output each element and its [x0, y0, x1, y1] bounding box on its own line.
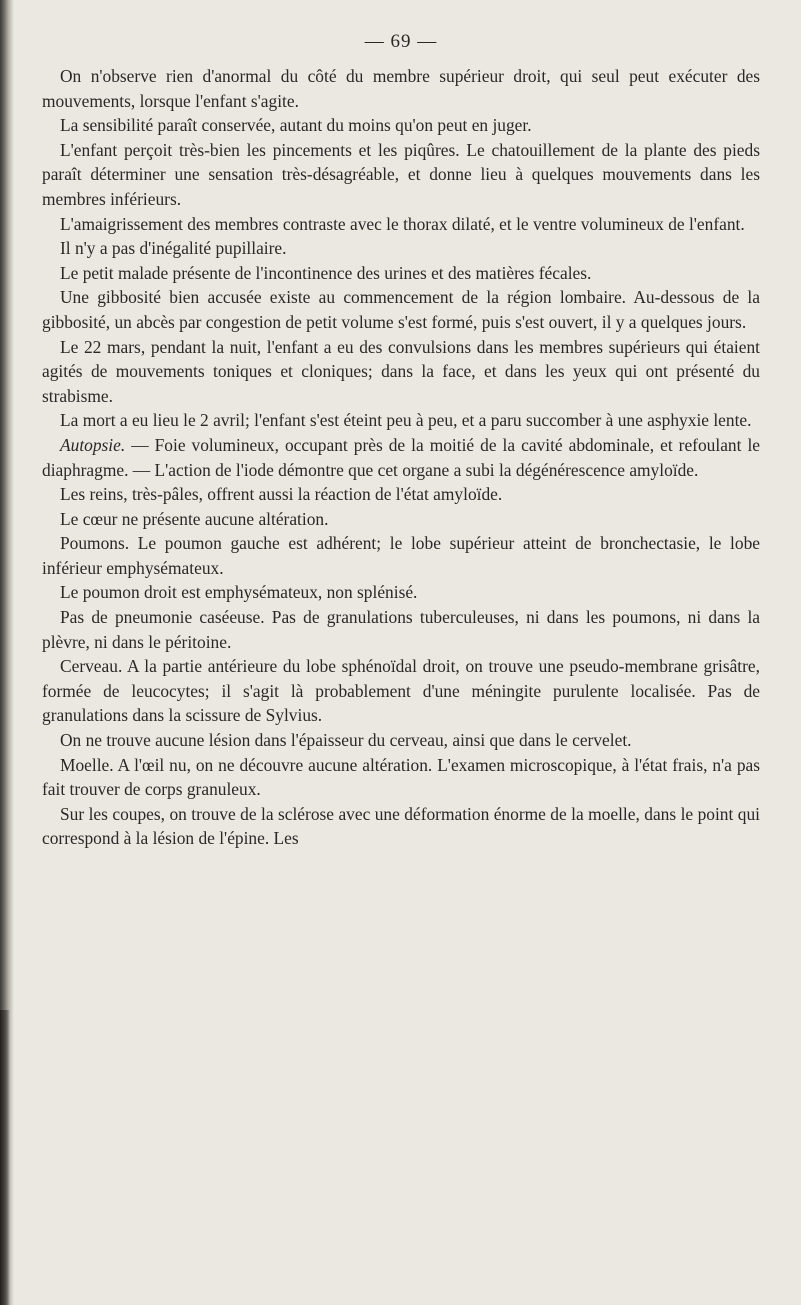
paragraph-sensibility: La sensibilité paraît conservée, autant du moins qu'on peut en juger.: [60, 115, 532, 136]
paragraph-death: La mort a eu lieu le 2 avril; l'enfant s'est éteint peu à peu, et a paru succomber à une asphyxie lente.: [60, 410, 752, 431]
paragraph-right-lung: Le poumon droit est emphysémateux, non splénisé.: [60, 582, 418, 603]
paragraph-incontinence: Le petit malade présente de l'incontinence des urines et des matières fécales.: [60, 262, 592, 283]
document-page: [42, 30, 760, 851]
page-number: — 69 —: [364, 31, 438, 52]
paragraph-heart: Le cœur ne présente aucune altération.: [60, 508, 329, 529]
paragraph-thinning: L'amaigrissement des membres contraste avec le thorax dilaté, et le ventre volumineux de l'enfant.: [60, 213, 745, 234]
paragraph-spinal-cord: Moelle. A l'œil nu, on ne découvre aucune altération. L'examen microscopique, à l'état frais, n'a pas fait trouver de corps granuleux.: [42, 754, 760, 800]
paragraph-right-arm: On n'observe rien d'anormal du côté du membre supérieur droit, qui seul peut exécuter des mouvements, lorsque l'enfant s'agite.: [42, 66, 760, 111]
paragraph-convulsions: Le 22 mars, pendant la nuit, l'enfant a eu des convulsions dans les membres supérieurs qui étaient agités de mouvements toniques et cloniques; dans la face, et dans les yeux qui ont présenté du strabisme.: [42, 336, 760, 406]
paragraph-brain: Cerveau. A la partie antérieure du lobe sphénoïdal droit, on trouve une pseudo-membrane grisâtre, formée de leucocytes; il s'agit là probablement d'une méningite purulente localisée. Pas de granulations dans la scissure de Sylvius.: [42, 656, 760, 726]
paragraph-sections: Sur les coupes, on trouve de la sclérose avec une déformation énorme de la moelle, dans le point qui correspond à la lésion de l'épine. Les: [42, 803, 760, 849]
paragraph-pneumonia: Pas de pneumonie caséeuse. Pas de granulations tuberculeuses, ni dans les poumons, ni dans la plèvre, ni dans le péritoine.: [42, 607, 760, 652]
paragraph-cerebellum: On ne trouve aucune lésion dans l'épaisseur du cerveau, ainsi que dans le cervelet.: [60, 730, 632, 751]
paragraph-pinching: L'enfant perçoit très-bien les pincements et les piqûres. Le chatouillement de la plante des pieds paraît déterminer une sensation très-désagréable, et donne lieu à quelques mouvements dans les membres inférieurs.: [42, 139, 760, 209]
paragraph-kidneys: Les reins, très-pâles, offrent aussi la réaction de l'état amyloïde.: [60, 484, 503, 505]
paragraph-left-lung: Poumons. Le poumon gauche est adhérent; le lobe supérieur atteint de bronchectasie, le lobe inférieur emphysémateux.: [42, 533, 760, 578]
paragraph-gibbosity: Une gibbosité bien accusée existe au commencement de la région lombaire. Au-dessous de la gibbosité, un abcès par congestion de petit volume s'est formé, puis s'est ouvert, il y a quelques jours.: [42, 287, 760, 332]
paragraph-autopsy: Autopsie. — Foie volumineux, occupant près de la moitié de la cavité abdominale, et refoulant le diaphragme. — L'action de l'iode démontre que cet organe a subi la dégénérescence amyloïde.: [42, 434, 760, 480]
paragraph-pupils: Il n'y a pas d'inégalité pupillaire.: [60, 238, 287, 259]
autopsy-heading: Autopsie.: [60, 434, 126, 455]
page-binding-shadow-lower: [0, 1010, 10, 1305]
